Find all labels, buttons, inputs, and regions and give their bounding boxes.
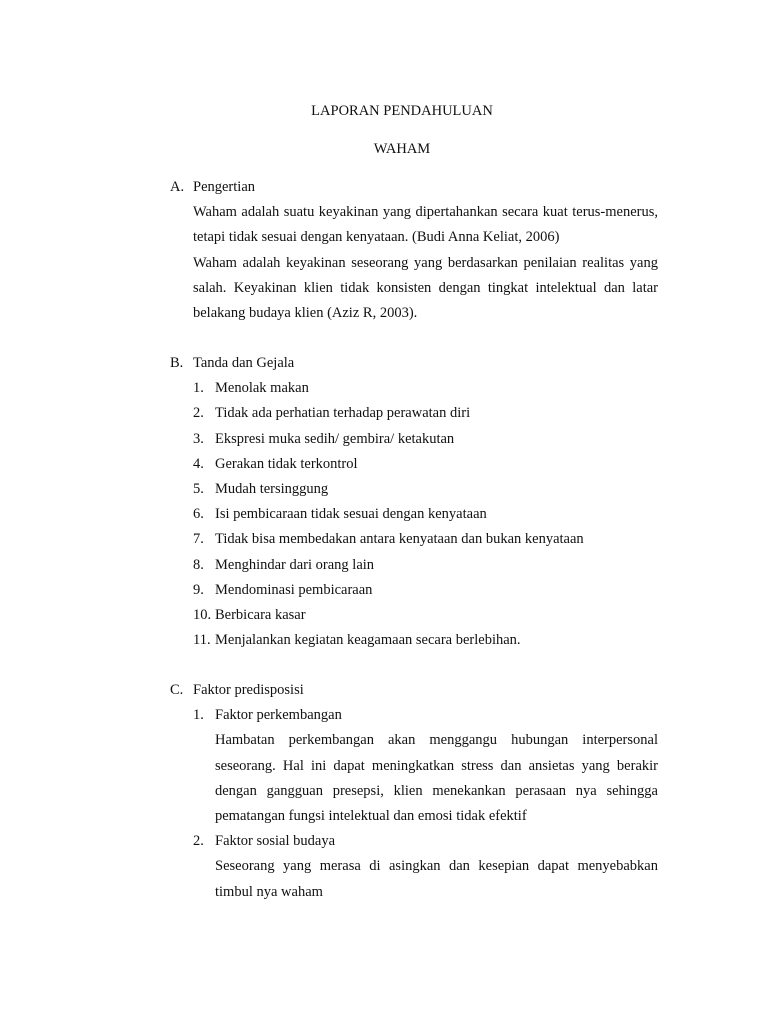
list-number: 8. <box>193 556 204 573</box>
list-item <box>193 452 658 477</box>
list-item <box>193 502 658 527</box>
section-heading <box>170 678 658 703</box>
subsection-title: Faktor sosial budaya <box>215 833 336 850</box>
section-title: Faktor predisposisi <box>193 682 304 698</box>
list-item <box>193 376 658 401</box>
list-text: Gerakan tidak terkontrol <box>215 455 358 472</box>
list-number: 6. <box>193 506 204 523</box>
subsection-title: Faktor perkembangan <box>215 707 342 724</box>
list-text: Isi pembicaraan tidak sesuai dengan kenyataan <box>215 506 487 523</box>
list-text: Tidak ada perhatian terhadap perawatan diri <box>215 405 471 422</box>
list-item <box>193 401 658 426</box>
list-text: Berbicara kasar <box>215 606 306 623</box>
list-number: 7. <box>193 531 204 548</box>
section-title: Pengertian <box>193 179 256 195</box>
paragraph: Waham adalah keyakinan seseorang yang berdasarkan penilaian realitas yang salah. Keyakinan klien tidak konsisten dengan tingkat intelektual dan latar belakang budaya klien (Aziz R, 2003). <box>193 254 658 321</box>
section-heading <box>170 351 658 376</box>
list-item <box>193 427 658 452</box>
subsection-number: 2. <box>193 833 204 850</box>
document-subtitle: WAHAM <box>373 141 431 157</box>
document-title: LAPORAN PENDAHULUAN <box>311 103 493 119</box>
subsection-heading <box>193 829 658 854</box>
list-item <box>193 553 658 578</box>
list-number: 9. <box>193 581 204 598</box>
subsection-faktor-sosial-budaya <box>170 829 658 905</box>
list-item <box>193 527 658 552</box>
list-text: Ekspresi muka sedih/ gembira/ ketakutan <box>215 430 455 447</box>
list-text: Tidak bisa membedakan antara kenyataan dan bukan kenyataan <box>215 531 584 548</box>
list-number: 5. <box>193 480 204 497</box>
subsection-number: 1. <box>193 707 204 724</box>
section-faktor-predisposisi <box>170 678 658 905</box>
list-number: 11. <box>193 632 211 649</box>
list-text: Mendominasi pembicaraan <box>215 581 373 598</box>
paragraph: Waham adalah suatu keyakinan yang dipertahankan secara kuat terus-menerus, tetapi tidak sesuai dengan kenyataan. (Budi Anna Keliat, 2006) <box>193 204 658 246</box>
section-tanda-gejala <box>170 351 658 653</box>
list-item <box>193 477 658 502</box>
list-item <box>193 628 658 653</box>
list-number: 10. <box>193 606 212 623</box>
subsection-heading <box>193 703 658 728</box>
list-text: Mudah tersinggung <box>215 480 329 497</box>
section-letter: C. <box>170 682 184 698</box>
list-number: 1. <box>193 380 204 397</box>
paragraph: Hambatan perkembangan akan menggangu hubungan interpersonal seseorang. Hal ini dapat meningkatkan stress dan ansietas yang berakir dengan gangguan presepsi, klien menekankan perasaan nya sehingga pematangan fungsi intelektual dan emosi tidak efektif <box>215 732 658 824</box>
list-item <box>193 603 658 628</box>
list-number: 3. <box>193 430 204 447</box>
subsection-faktor-perkembangan <box>170 703 658 829</box>
paragraph: Seseorang yang merasa di asingkan dan kesepian dapat menyebabkan timbul nya waham <box>215 858 658 900</box>
list-text: Menolak makan <box>215 380 309 397</box>
section-letter: A. <box>170 179 185 195</box>
section-pengertian <box>170 175 658 326</box>
list-text: Menghindar dari orang lain <box>215 556 375 573</box>
section-heading <box>170 175 658 200</box>
list-item <box>193 578 658 603</box>
section-title: Tanda dan Gejala <box>193 355 295 371</box>
symptom-list <box>170 376 658 653</box>
section-letter: B. <box>170 355 184 371</box>
list-text: Menjalankan kegiatan keagamaan secara berlebihan. <box>215 632 521 649</box>
list-number: 2. <box>193 405 204 422</box>
list-number: 4. <box>193 455 204 472</box>
